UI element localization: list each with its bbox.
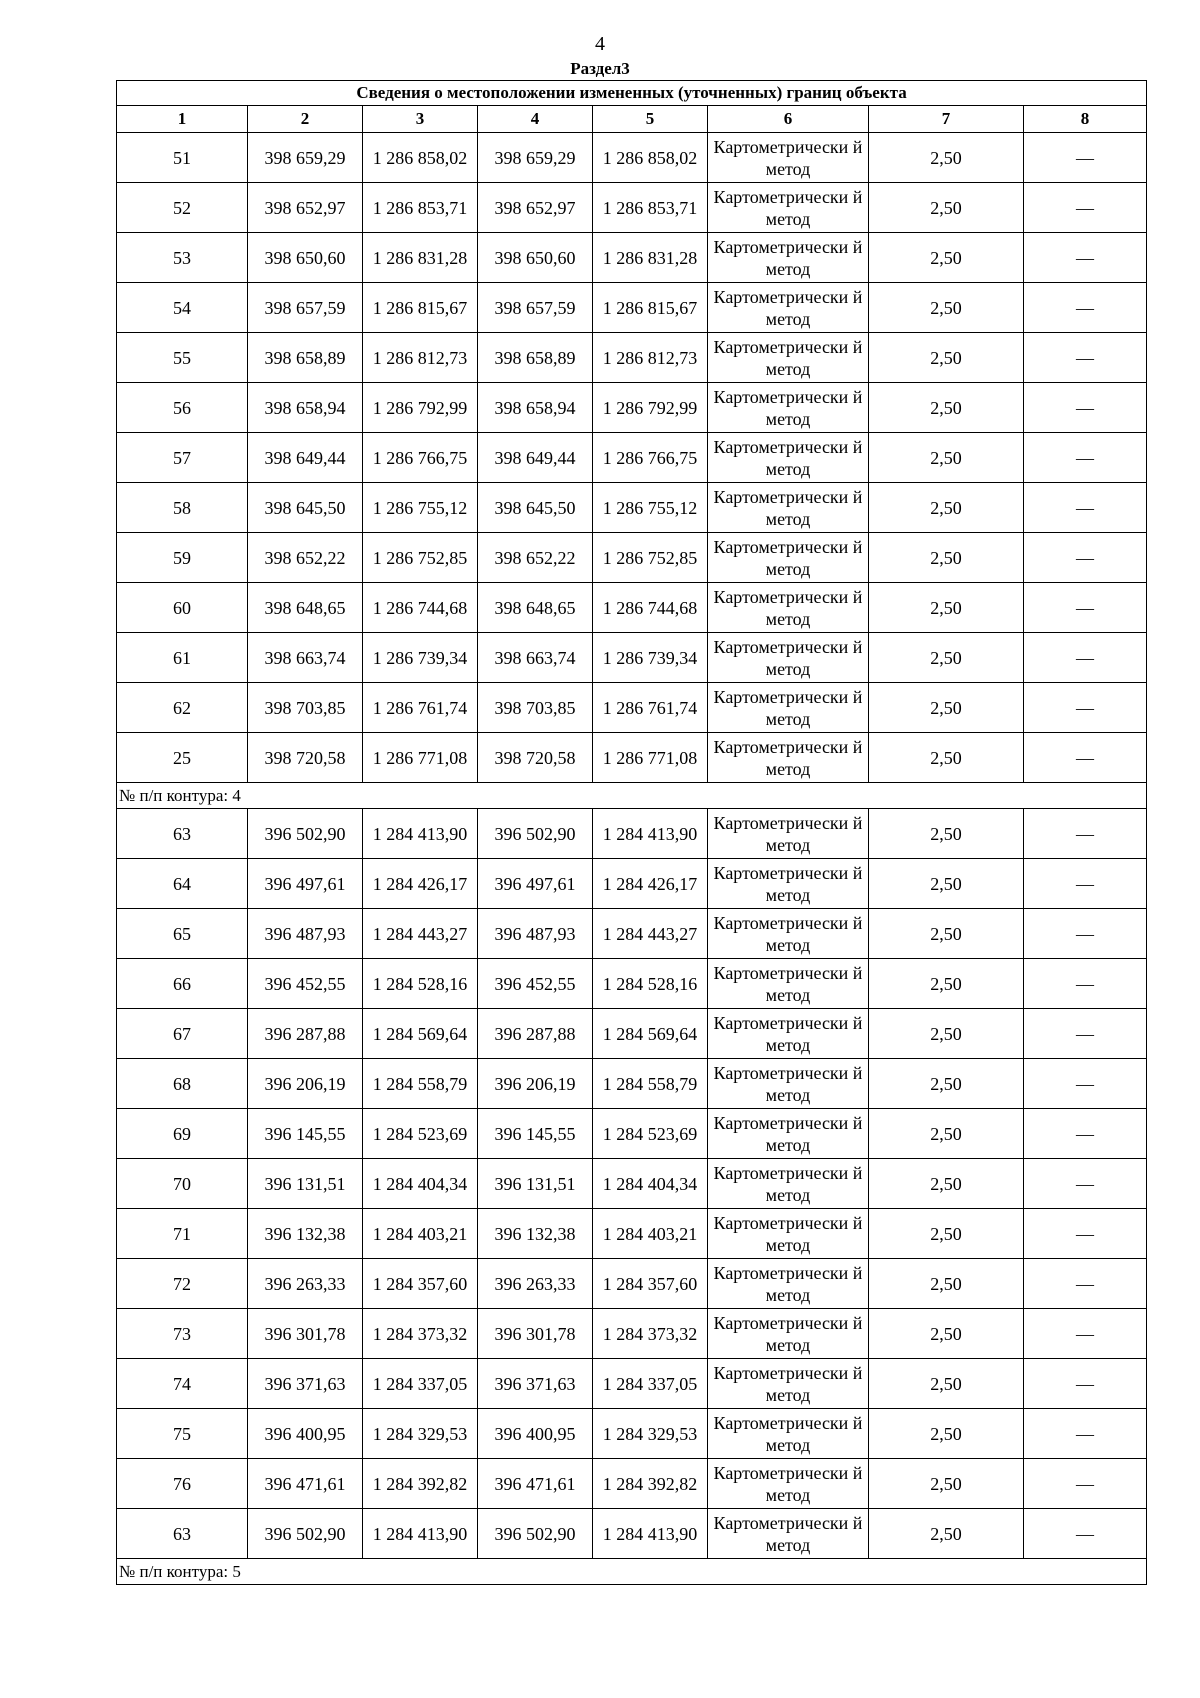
- description-cell: —: [1024, 233, 1147, 283]
- existing-x-cell: 398 658,94: [248, 383, 363, 433]
- point-number-cell: 62: [117, 683, 248, 733]
- description-cell: —: [1024, 1109, 1147, 1159]
- method-cell: Картометрически й метод: [708, 183, 869, 233]
- accuracy-cell: 2,50: [869, 483, 1024, 533]
- point-number-cell: 71: [117, 1209, 248, 1259]
- method-cell: Картометрически й метод: [708, 809, 869, 859]
- table-row: [117, 1259, 1147, 1309]
- accuracy-cell: 2,50: [869, 1359, 1024, 1409]
- coordinates-table: [116, 80, 1147, 1585]
- new-y-cell: 1 284 357,60: [593, 1259, 708, 1309]
- accuracy-cell: 2,50: [869, 283, 1024, 333]
- method-cell: Картометрически й метод: [708, 1159, 869, 1209]
- description-cell: —: [1024, 859, 1147, 909]
- method-cell: Картометрически й метод: [708, 483, 869, 533]
- point-number-cell: 72: [117, 1259, 248, 1309]
- existing-y-cell: 1 286 761,74: [363, 683, 478, 733]
- existing-x-cell: 398 648,65: [248, 583, 363, 633]
- table-caption: Сведения о местоположении измененных (уточненных) границ объекта: [117, 81, 1147, 106]
- existing-x-cell: 396 471,61: [248, 1459, 363, 1509]
- method-cell: Картометрически й метод: [708, 233, 869, 283]
- point-number-cell: 64: [117, 859, 248, 909]
- accuracy-cell: 2,50: [869, 1209, 1024, 1259]
- table-row: [117, 683, 1147, 733]
- column-header: 7: [869, 106, 1024, 133]
- table-row: [117, 1009, 1147, 1059]
- new-x-cell: 398 720,58: [478, 733, 593, 783]
- existing-y-cell: 1 284 528,16: [363, 959, 478, 1009]
- new-y-cell: 1 284 528,16: [593, 959, 708, 1009]
- new-x-cell: 398 645,50: [478, 483, 593, 533]
- accuracy-cell: 2,50: [869, 633, 1024, 683]
- existing-y-cell: 1 284 373,32: [363, 1309, 478, 1359]
- point-number-cell: 53: [117, 233, 248, 283]
- point-number-cell: 65: [117, 909, 248, 959]
- table-row: [117, 1309, 1147, 1359]
- new-x-cell: 398 659,29: [478, 133, 593, 183]
- method-cell: Картометрически й метод: [708, 1109, 869, 1159]
- existing-x-cell: 398 650,60: [248, 233, 363, 283]
- existing-y-cell: 1 286 744,68: [363, 583, 478, 633]
- new-y-cell: 1 286 815,67: [593, 283, 708, 333]
- existing-y-cell: 1 284 403,21: [363, 1209, 478, 1259]
- accuracy-cell: 2,50: [869, 1459, 1024, 1509]
- point-number-cell: 66: [117, 959, 248, 1009]
- description-cell: —: [1024, 1059, 1147, 1109]
- new-x-cell: 398 650,60: [478, 233, 593, 283]
- method-cell: Картометрически й метод: [708, 959, 869, 1009]
- point-number-cell: 25: [117, 733, 248, 783]
- accuracy-cell: 2,50: [869, 1159, 1024, 1209]
- accuracy-cell: 2,50: [869, 1059, 1024, 1109]
- existing-y-cell: 1 284 357,60: [363, 1259, 478, 1309]
- point-number-cell: 69: [117, 1109, 248, 1159]
- column-header: 4: [478, 106, 593, 133]
- contour-separator-row: [117, 1559, 1147, 1585]
- existing-x-cell: 398 645,50: [248, 483, 363, 533]
- method-cell: Картометрически й метод: [708, 1409, 869, 1459]
- existing-x-cell: 396 206,19: [248, 1059, 363, 1109]
- new-x-cell: 396 471,61: [478, 1459, 593, 1509]
- table-row: [117, 1159, 1147, 1209]
- method-cell: Картометрически й метод: [708, 1509, 869, 1559]
- new-y-cell: 1 284 329,53: [593, 1409, 708, 1459]
- point-number-cell: 52: [117, 183, 248, 233]
- accuracy-cell: 2,50: [869, 1259, 1024, 1309]
- point-number-cell: 67: [117, 1009, 248, 1059]
- table-row: [117, 809, 1147, 859]
- accuracy-cell: 2,50: [869, 433, 1024, 483]
- method-cell: Картометрически й метод: [708, 133, 869, 183]
- accuracy-cell: 2,50: [869, 683, 1024, 733]
- existing-y-cell: 1 286 858,02: [363, 133, 478, 183]
- table-caption-row: [117, 81, 1147, 106]
- table-row: [117, 959, 1147, 1009]
- table-row: [117, 1459, 1147, 1509]
- existing-x-cell: 398 649,44: [248, 433, 363, 483]
- accuracy-cell: 2,50: [869, 1009, 1024, 1059]
- method-cell: Картометрически й метод: [708, 733, 869, 783]
- method-cell: Картометрически й метод: [708, 1359, 869, 1409]
- method-cell: Картометрически й метод: [708, 1009, 869, 1059]
- description-cell: —: [1024, 1459, 1147, 1509]
- point-number-cell: 63: [117, 809, 248, 859]
- description-cell: —: [1024, 733, 1147, 783]
- new-y-cell: 1 286 755,12: [593, 483, 708, 533]
- new-y-cell: 1 284 373,32: [593, 1309, 708, 1359]
- new-y-cell: 1 284 443,27: [593, 909, 708, 959]
- description-cell: —: [1024, 1009, 1147, 1059]
- column-header-row: [117, 106, 1147, 133]
- new-y-cell: 1 286 792,99: [593, 383, 708, 433]
- existing-y-cell: 1 286 792,99: [363, 383, 478, 433]
- accuracy-cell: 2,50: [869, 183, 1024, 233]
- contour-separator-row: [117, 783, 1147, 809]
- point-number-cell: 55: [117, 333, 248, 383]
- method-cell: Картометрически й метод: [708, 1259, 869, 1309]
- contour-label: № п/п контура: 5: [117, 1559, 1147, 1585]
- new-x-cell: 396 132,38: [478, 1209, 593, 1259]
- existing-x-cell: 396 502,90: [248, 1509, 363, 1559]
- existing-y-cell: 1 286 771,08: [363, 733, 478, 783]
- description-cell: —: [1024, 383, 1147, 433]
- new-x-cell: 396 131,51: [478, 1159, 593, 1209]
- description-cell: —: [1024, 433, 1147, 483]
- new-y-cell: 1 284 523,69: [593, 1109, 708, 1159]
- table-row: [117, 633, 1147, 683]
- description-cell: —: [1024, 1359, 1147, 1409]
- new-y-cell: 1 286 858,02: [593, 133, 708, 183]
- new-x-cell: 396 502,90: [478, 809, 593, 859]
- new-y-cell: 1 286 771,08: [593, 733, 708, 783]
- new-x-cell: 396 206,19: [478, 1059, 593, 1109]
- accuracy-cell: 2,50: [869, 959, 1024, 1009]
- method-cell: Картометрически й метод: [708, 1059, 869, 1109]
- method-cell: Картометрически й метод: [708, 1209, 869, 1259]
- accuracy-cell: 2,50: [869, 333, 1024, 383]
- existing-x-cell: 398 652,22: [248, 533, 363, 583]
- new-x-cell: 396 400,95: [478, 1409, 593, 1459]
- new-y-cell: 1 286 766,75: [593, 433, 708, 483]
- existing-y-cell: 1 284 443,27: [363, 909, 478, 959]
- accuracy-cell: 2,50: [869, 583, 1024, 633]
- point-number-cell: 59: [117, 533, 248, 583]
- point-number-cell: 54: [117, 283, 248, 333]
- new-x-cell: 396 487,93: [478, 909, 593, 959]
- method-cell: Картометрически й метод: [708, 633, 869, 683]
- existing-x-cell: 396 371,63: [248, 1359, 363, 1409]
- new-y-cell: 1 286 812,73: [593, 333, 708, 383]
- table-row: [117, 1359, 1147, 1409]
- description-cell: —: [1024, 483, 1147, 533]
- description-cell: —: [1024, 683, 1147, 733]
- point-number-cell: 58: [117, 483, 248, 533]
- new-y-cell: 1 286 831,28: [593, 233, 708, 283]
- existing-y-cell: 1 284 569,64: [363, 1009, 478, 1059]
- point-number-cell: 76: [117, 1459, 248, 1509]
- table-row: [117, 383, 1147, 433]
- existing-y-cell: 1 284 523,69: [363, 1109, 478, 1159]
- existing-y-cell: 1 284 404,34: [363, 1159, 478, 1209]
- description-cell: —: [1024, 533, 1147, 583]
- existing-x-cell: 396 263,33: [248, 1259, 363, 1309]
- accuracy-cell: 2,50: [869, 1509, 1024, 1559]
- new-y-cell: 1 284 404,34: [593, 1159, 708, 1209]
- description-cell: —: [1024, 583, 1147, 633]
- point-number-cell: 70: [117, 1159, 248, 1209]
- table-row: [117, 1109, 1147, 1159]
- new-x-cell: 396 263,33: [478, 1259, 593, 1309]
- table-row: [117, 583, 1147, 633]
- existing-y-cell: 1 284 392,82: [363, 1459, 478, 1509]
- column-header: 3: [363, 106, 478, 133]
- existing-x-cell: 396 145,55: [248, 1109, 363, 1159]
- accuracy-cell: 2,50: [869, 233, 1024, 283]
- new-x-cell: 398 648,65: [478, 583, 593, 633]
- new-y-cell: 1 284 413,90: [593, 1509, 708, 1559]
- existing-y-cell: 1 286 752,85: [363, 533, 478, 583]
- new-x-cell: 396 502,90: [478, 1509, 593, 1559]
- table-row: [117, 183, 1147, 233]
- column-header: 2: [248, 106, 363, 133]
- table-row: [117, 859, 1147, 909]
- existing-y-cell: 1 284 558,79: [363, 1059, 478, 1109]
- description-cell: —: [1024, 133, 1147, 183]
- point-number-cell: 61: [117, 633, 248, 683]
- point-number-cell: 74: [117, 1359, 248, 1409]
- existing-x-cell: 396 502,90: [248, 809, 363, 859]
- accuracy-cell: 2,50: [869, 1309, 1024, 1359]
- table-row: [117, 1059, 1147, 1109]
- accuracy-cell: 2,50: [869, 1109, 1024, 1159]
- existing-y-cell: 1 286 812,73: [363, 333, 478, 383]
- section-title: Раздел3: [570, 59, 630, 78]
- existing-y-cell: 1 286 831,28: [363, 233, 478, 283]
- accuracy-cell: 2,50: [869, 733, 1024, 783]
- new-y-cell: 1 286 761,74: [593, 683, 708, 733]
- method-cell: Картометрически й метод: [708, 909, 869, 959]
- new-y-cell: 1 284 337,05: [593, 1359, 708, 1409]
- new-x-cell: 398 658,94: [478, 383, 593, 433]
- existing-y-cell: 1 284 337,05: [363, 1359, 478, 1409]
- table-row: [117, 133, 1147, 183]
- existing-y-cell: 1 286 815,67: [363, 283, 478, 333]
- accuracy-cell: 2,50: [869, 809, 1024, 859]
- accuracy-cell: 2,50: [869, 859, 1024, 909]
- new-x-cell: 398 663,74: [478, 633, 593, 683]
- table-row: [117, 909, 1147, 959]
- existing-x-cell: 396 487,93: [248, 909, 363, 959]
- method-cell: Картометрически й метод: [708, 1309, 869, 1359]
- existing-y-cell: 1 284 426,17: [363, 859, 478, 909]
- existing-x-cell: 398 663,74: [248, 633, 363, 683]
- table-row: [117, 1409, 1147, 1459]
- existing-x-cell: 396 131,51: [248, 1159, 363, 1209]
- contour-label: № п/п контура: 4: [117, 783, 1147, 809]
- point-number-cell: 63: [117, 1509, 248, 1559]
- new-y-cell: 1 284 558,79: [593, 1059, 708, 1109]
- existing-x-cell: 396 497,61: [248, 859, 363, 909]
- existing-y-cell: 1 284 329,53: [363, 1409, 478, 1459]
- method-cell: Картометрически й метод: [708, 583, 869, 633]
- existing-y-cell: 1 286 853,71: [363, 183, 478, 233]
- existing-y-cell: 1 286 739,34: [363, 633, 478, 683]
- existing-x-cell: 396 287,88: [248, 1009, 363, 1059]
- method-cell: Картометрически й метод: [708, 433, 869, 483]
- new-x-cell: 398 657,59: [478, 283, 593, 333]
- point-number-cell: 51: [117, 133, 248, 183]
- accuracy-cell: 2,50: [869, 133, 1024, 183]
- column-header: 8: [1024, 106, 1147, 133]
- new-x-cell: 398 652,22: [478, 533, 593, 583]
- new-y-cell: 1 284 426,17: [593, 859, 708, 909]
- description-cell: —: [1024, 1159, 1147, 1209]
- description-cell: —: [1024, 1209, 1147, 1259]
- new-y-cell: 1 284 403,21: [593, 1209, 708, 1259]
- new-y-cell: 1 286 752,85: [593, 533, 708, 583]
- new-x-cell: 396 145,55: [478, 1109, 593, 1159]
- description-cell: —: [1024, 909, 1147, 959]
- description-cell: —: [1024, 633, 1147, 683]
- existing-x-cell: 396 452,55: [248, 959, 363, 1009]
- existing-x-cell: 396 132,38: [248, 1209, 363, 1259]
- description-cell: —: [1024, 1509, 1147, 1559]
- existing-y-cell: 1 286 766,75: [363, 433, 478, 483]
- existing-x-cell: 398 720,58: [248, 733, 363, 783]
- new-y-cell: 1 286 739,34: [593, 633, 708, 683]
- new-x-cell: 398 658,89: [478, 333, 593, 383]
- method-cell: Картометрически й метод: [708, 533, 869, 583]
- page-number: 4: [595, 33, 605, 55]
- new-x-cell: 396 497,61: [478, 859, 593, 909]
- description-cell: —: [1024, 1309, 1147, 1359]
- new-y-cell: 1 284 413,90: [593, 809, 708, 859]
- table-row: [117, 433, 1147, 483]
- method-cell: Картометрически й метод: [708, 859, 869, 909]
- new-x-cell: 396 287,88: [478, 1009, 593, 1059]
- table-row: [117, 533, 1147, 583]
- existing-y-cell: 1 284 413,90: [363, 809, 478, 859]
- method-cell: Картометрически й метод: [708, 283, 869, 333]
- new-x-cell: 396 371,63: [478, 1359, 593, 1409]
- new-y-cell: 1 284 392,82: [593, 1459, 708, 1509]
- column-header: 6: [708, 106, 869, 133]
- point-number-cell: 56: [117, 383, 248, 433]
- point-number-cell: 73: [117, 1309, 248, 1359]
- table-row: [117, 1509, 1147, 1559]
- new-x-cell: 396 452,55: [478, 959, 593, 1009]
- point-number-cell: 68: [117, 1059, 248, 1109]
- existing-y-cell: 1 286 755,12: [363, 483, 478, 533]
- new-x-cell: 398 652,97: [478, 183, 593, 233]
- existing-x-cell: 398 659,29: [248, 133, 363, 183]
- existing-x-cell: 398 703,85: [248, 683, 363, 733]
- method-cell: Картометрически й метод: [708, 1459, 869, 1509]
- table-row: [117, 233, 1147, 283]
- accuracy-cell: 2,50: [869, 909, 1024, 959]
- accuracy-cell: 2,50: [869, 1409, 1024, 1459]
- table-row: [117, 1209, 1147, 1259]
- description-cell: —: [1024, 959, 1147, 1009]
- new-x-cell: 398 649,44: [478, 433, 593, 483]
- table-row: [117, 483, 1147, 533]
- description-cell: —: [1024, 183, 1147, 233]
- method-cell: Картометрически й метод: [708, 683, 869, 733]
- new-x-cell: 396 301,78: [478, 1309, 593, 1359]
- new-y-cell: 1 286 744,68: [593, 583, 708, 633]
- description-cell: —: [1024, 1409, 1147, 1459]
- description-cell: —: [1024, 333, 1147, 383]
- existing-x-cell: 396 301,78: [248, 1309, 363, 1359]
- point-number-cell: 57: [117, 433, 248, 483]
- method-cell: Картометрически й метод: [708, 333, 869, 383]
- description-cell: —: [1024, 1259, 1147, 1309]
- table-row: [117, 733, 1147, 783]
- point-number-cell: 75: [117, 1409, 248, 1459]
- table-row: [117, 283, 1147, 333]
- existing-x-cell: 398 652,97: [248, 183, 363, 233]
- description-cell: —: [1024, 809, 1147, 859]
- table-row: [117, 333, 1147, 383]
- point-number-cell: 60: [117, 583, 248, 633]
- new-y-cell: 1 284 569,64: [593, 1009, 708, 1059]
- accuracy-cell: 2,50: [869, 533, 1024, 583]
- method-cell: Картометрически й метод: [708, 383, 869, 433]
- column-header: 5: [593, 106, 708, 133]
- description-cell: —: [1024, 283, 1147, 333]
- column-header: 1: [117, 106, 248, 133]
- new-y-cell: 1 286 853,71: [593, 183, 708, 233]
- existing-x-cell: 396 400,95: [248, 1409, 363, 1459]
- existing-y-cell: 1 284 413,90: [363, 1509, 478, 1559]
- existing-x-cell: 398 657,59: [248, 283, 363, 333]
- new-x-cell: 398 703,85: [478, 683, 593, 733]
- accuracy-cell: 2,50: [869, 383, 1024, 433]
- existing-x-cell: 398 658,89: [248, 333, 363, 383]
